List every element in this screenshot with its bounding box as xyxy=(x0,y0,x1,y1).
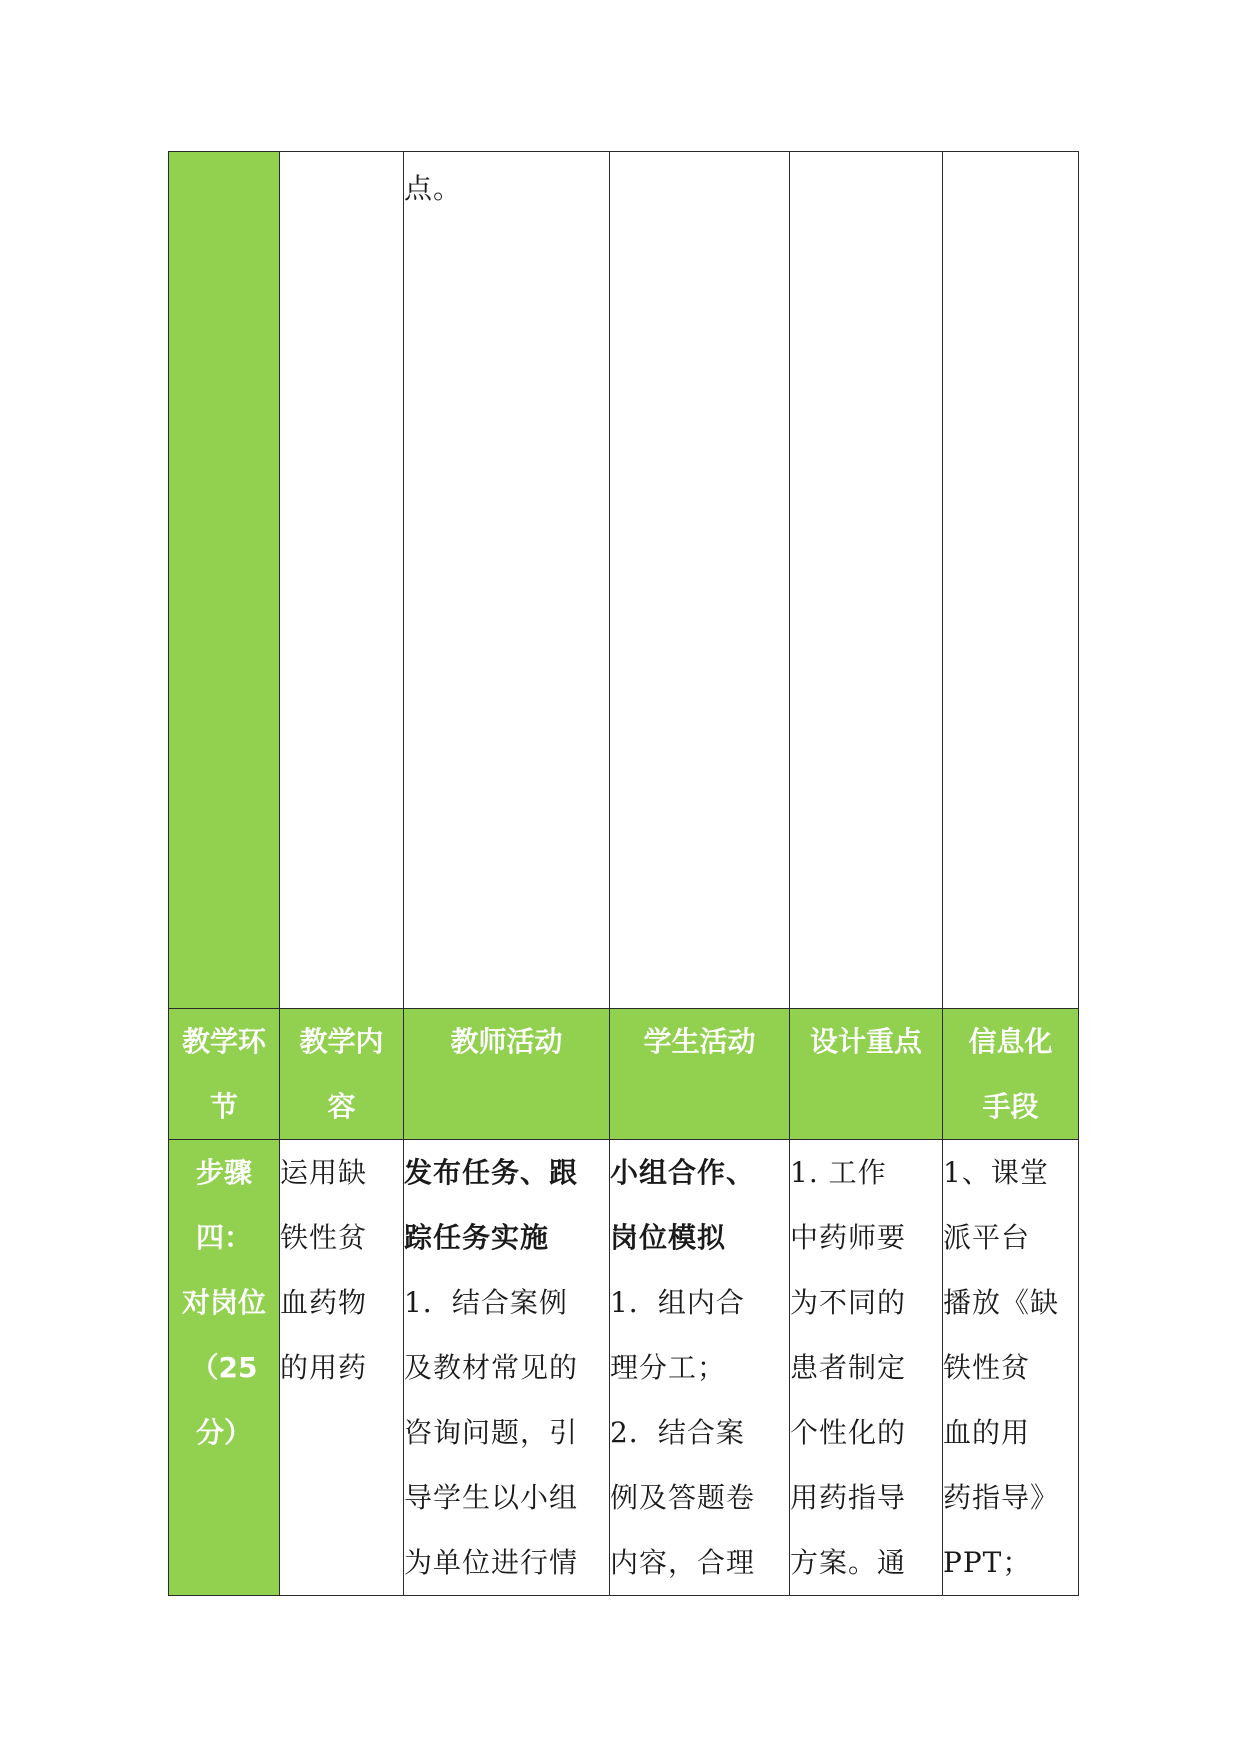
step-four-design: 1. 工作 中药师要 为不同的 患者制定 个性化的 用药指导 方案。通 xyxy=(790,1140,943,1596)
continuation-row xyxy=(169,152,1079,1009)
step-four-student: 小组合作、 岗位模拟 1．组内合 理分工； 2．结合案 例及答题卷 内容，合理 xyxy=(610,1140,790,1596)
student-heading: 小组合作、 xyxy=(610,1156,756,1189)
step-four-row xyxy=(169,1140,1079,1596)
header-phase: 教学环 节 xyxy=(169,1009,280,1140)
teacher-heading: 发布任务、跟 xyxy=(404,1156,579,1189)
step-four-content: 运用缺 铁性贫 血药物 的用药 xyxy=(280,1140,404,1596)
step-four-phase: 步骤 四： 对岗位 （25 分） xyxy=(169,1140,280,1596)
content-cell-empty xyxy=(280,152,404,1009)
header-student-activity: 学生活动 xyxy=(610,1009,790,1140)
step-four-media: 1、课堂 派平台 播放《缺 铁性贫 血的用 药指导》 PPT； xyxy=(943,1140,1079,1596)
header-design-focus: 设计重点 xyxy=(790,1009,943,1140)
student-cell-empty xyxy=(610,152,790,1009)
media-cell-empty xyxy=(943,152,1079,1009)
teacher-continuation-text: 点。 xyxy=(404,172,463,205)
phase-cell-empty xyxy=(169,152,280,1009)
step-four-teacher: 发布任务、跟 踪任务实施 1．结合案例 及教材常见的 咨询问题，引 导学生以小组 为单位进行情 xyxy=(404,1140,610,1596)
lesson-plan-table xyxy=(168,151,1079,1596)
header-content: 教学内 容 xyxy=(280,1009,404,1140)
header-media: 信息化 手段 xyxy=(943,1009,1079,1140)
teacher-cell xyxy=(404,152,610,1009)
header-teacher-activity: 教师活动 xyxy=(404,1009,610,1140)
design-cell-empty xyxy=(790,152,943,1009)
header-row xyxy=(169,1009,1079,1140)
